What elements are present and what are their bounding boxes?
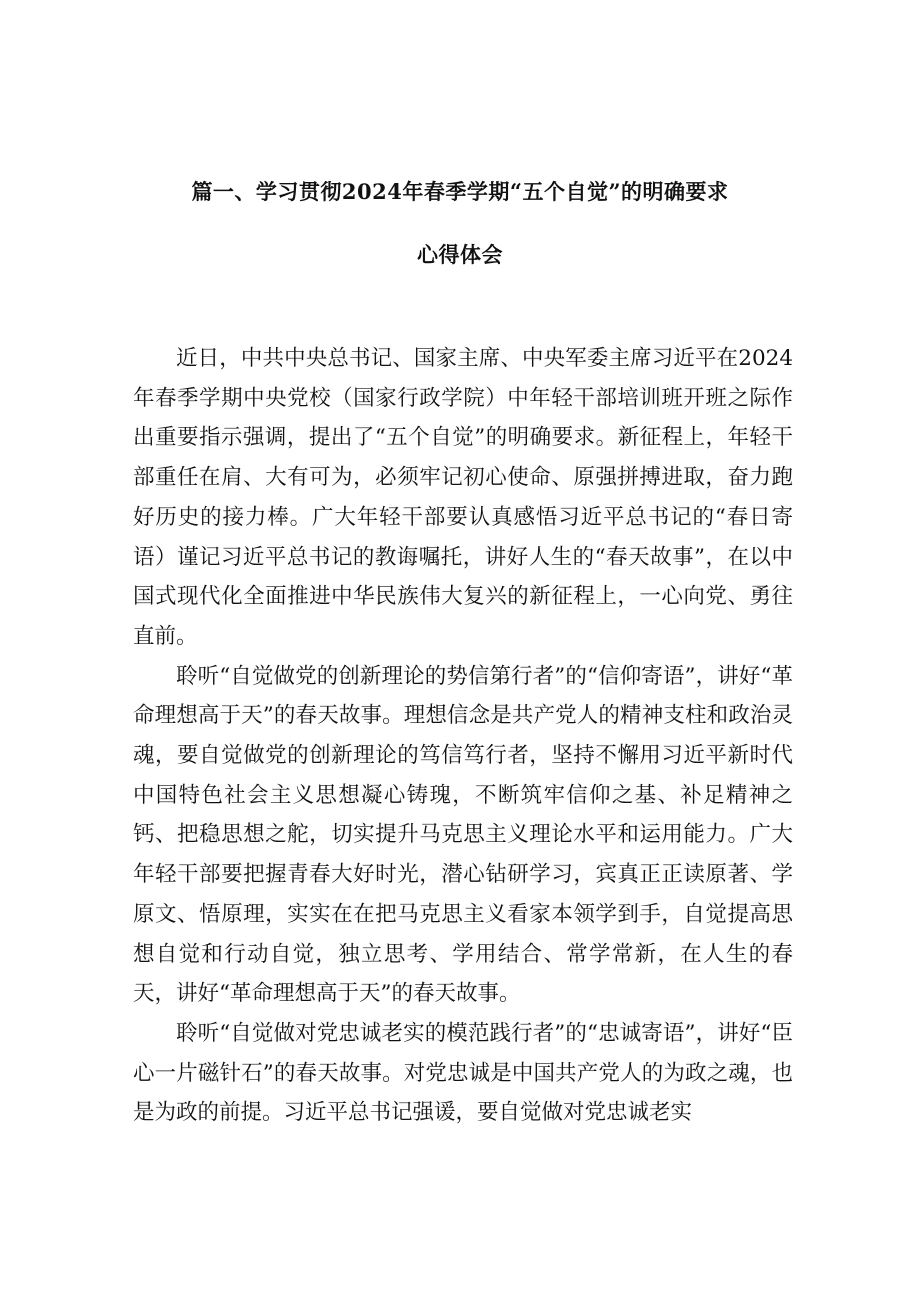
document-title-line-2: 心得体会 <box>417 242 503 267</box>
document-title-line-1: 篇一、学习贯彻2024年春季学期“五个自觉”的明确要求 <box>191 179 729 204</box>
paragraph: 聆听“自觉做党的创新理论的势信第行者”的“信仰寄语”，讲好“革命理想高于天”的春天故事。理想信念是共产党人的精神支柱和政治灵魂，要自觉做党的创新理论的笃信笃行者，坚持不懈用习近平新时代中国特色社会主义思想凝心铸瑰，不断筑牢信仰之基、补足精神之钙、把稳思想之舵，切实提升马克思主义理论水平和运用能力。广大年轻干部要把握青春大好时光，潜心钻研学习，宾真正正读原著、学原文、悟原理，实实在在把马克思主义看家本领学到手，自觉提高思想自觉和行动自觉，独立思考、学用结合、常学常新，在人生的春天，讲好“革命理想高于天”的春天故事。 <box>133 663 793 1007</box>
document-body <box>133 339 793 1133</box>
paragraph: 近日，中共中央总书记、国家主席、中央军委主席习近平在2024年春季学期中央党校（国家行政学院）中年轻干部培训班开班之际作出重要指示强调，提出了“五个自觉”的明确要求。新征程上，年轻干部重任在肩、大有可为，必须牢记初心使命、原强拼搏进取，奋力跑好历史的接力棒。广大年轻干部要认真感悟习近平总书记的“春日寄语）谨记习近平总书记的教诲嘱托，讲好人生的“春天故事”，在以中国式现代化全面推进中华民族伟大复兴的新征程上，一心向党、勇往直前。 <box>133 346 793 649</box>
paragraph: 聆听“自觉做对党忠诚老实的模范践行者”的“忠诚寄语”，讲好“臣心一片磁针石”的春天故事。对党忠诚是中国共产党人的为政之魂，也是为政的前提。习近平总书记强谖，要自觉做对党忠诚老实 <box>133 1020 793 1126</box>
